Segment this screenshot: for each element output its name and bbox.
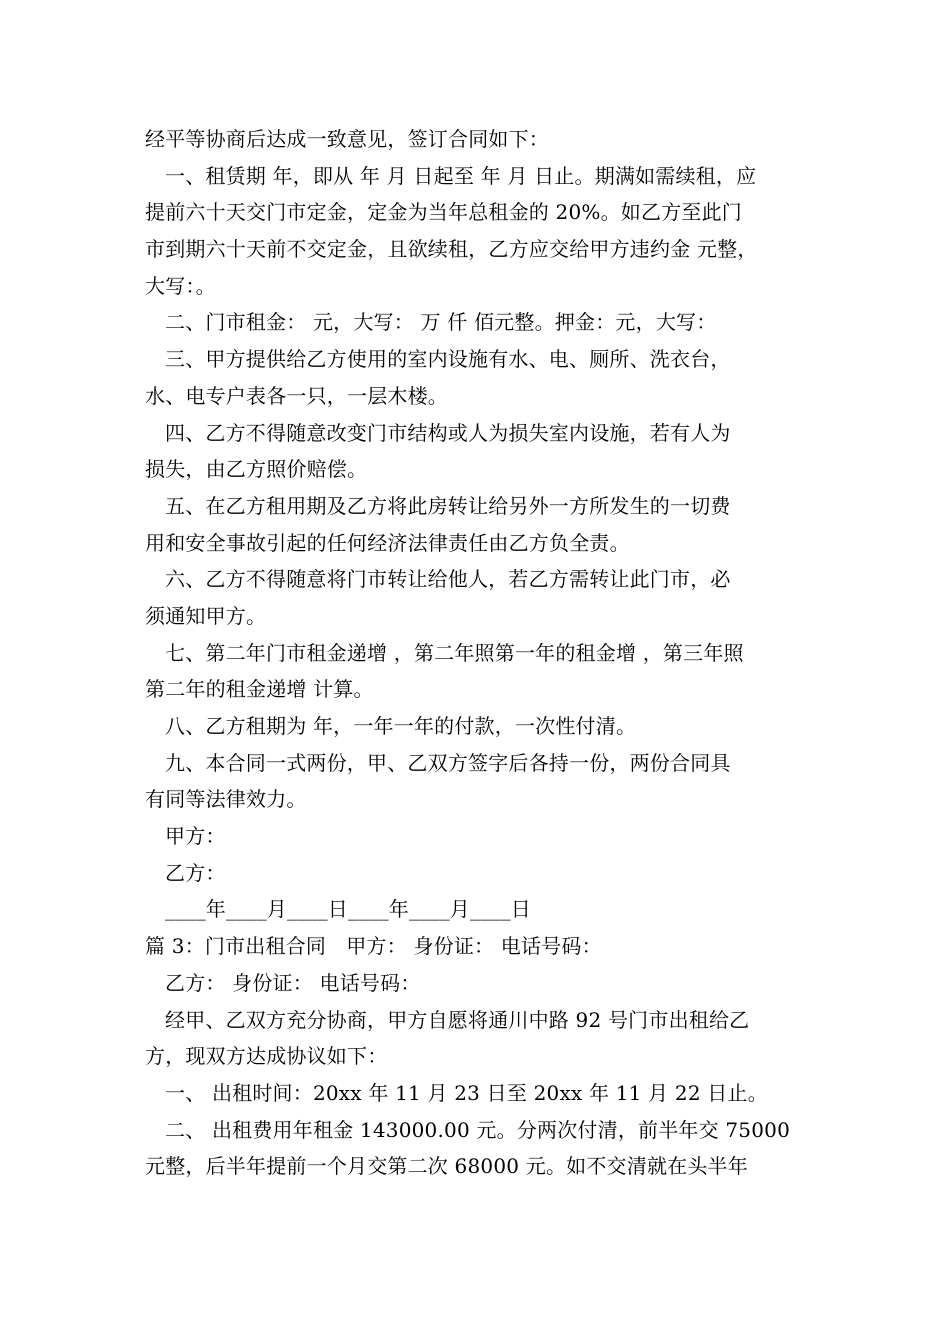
paragraph-line: 一、租赁期 年，即从 年 月 日起至 年 月 日止。期满如需续租，应 — [165, 163, 757, 188]
paragraph-line: 提前六十天交门市定金，定金为当年总租金的 20%。如乙方至此门 — [145, 200, 743, 225]
paragraph-line: 九、本合同一式两份，甲、乙双方签字后各持一份，两份合同具 — [165, 750, 731, 775]
paragraph-line: 大写：。 — [145, 273, 216, 298]
paragraph-line: 乙方： 身份证： 电话号码： — [165, 970, 421, 995]
paragraph-line: 水、电专户表各一只，一层木楼。 — [145, 383, 448, 408]
paragraph-line: 用和安全事故引起的任何经济法律责任由乙方负全责。 — [145, 530, 630, 555]
paragraph-line: 一、 出租时间：20xx 年 11 月 23 日至 20xx 年 11 月 22 日止。 — [165, 1080, 768, 1105]
paragraph-line: 须通知甲方。 — [145, 603, 267, 628]
paragraph-line: 二、门市租金： 元，大写： 万 仟 佰元整。押金：元，大写： — [165, 310, 717, 335]
paragraph-line: 有同等法律效力。 — [145, 787, 307, 812]
paragraph-line: 篇 3：门市出租合同 甲方： 身份证： 电话号码： — [145, 934, 602, 959]
paragraph-line: 三、甲方提供给乙方使用的室内设施有水、电、厕所、洗衣台， — [165, 347, 731, 372]
paragraph-line: 六、乙方不得随意将门市转让给他人，若乙方需转让此门市，必 — [165, 567, 731, 592]
paragraph-line: 经甲、乙双方充分协商，甲方自愿将通川中路 92 号门市出租给乙 — [165, 1007, 750, 1032]
contract-body — [145, 121, 815, 1185]
paragraph-line: 四、乙方不得随意改变门市结构或人为损失室内设施，若有人为 — [165, 420, 731, 445]
paragraph-line: 乙方： — [165, 860, 226, 885]
paragraph-line: 损失，由乙方照价赔偿。 — [145, 457, 368, 482]
paragraph-line: 市到期六十天前不交定金，且欲续租，乙方应交给甲方违约金 元整， — [145, 237, 758, 262]
paragraph-line: 二、 出租费用年租金 143000.00 元。分两次付清，前半年交 75000 — [165, 1117, 791, 1142]
paragraph-line: 第二年的租金递增 计算。 — [145, 677, 374, 702]
paragraph-line: 五、在乙方租用期及乙方将此房转让给另外一方所发生的一切费 — [165, 493, 731, 518]
paragraph-line: 甲方： — [165, 824, 226, 849]
paragraph-line: ____年____月____日____年____月____日 — [165, 897, 531, 922]
paragraph-line: 经平等协商后达成一致意见，签订合同如下： — [145, 127, 549, 151]
paragraph-line: 七、第二年门市租金递增 ，第二年照第一年的租金增 ，第三年照 — [165, 640, 744, 665]
paragraph-line: 元整，后半年提前一个月交第二次 68000 元。如不交清就在头半年 — [145, 1154, 748, 1179]
paragraph-line: 方，现双方达成协议如下： — [145, 1044, 388, 1069]
paragraph-line: 八、乙方租期为 年，一年一年的付款，一次性付清。 — [165, 714, 637, 738]
